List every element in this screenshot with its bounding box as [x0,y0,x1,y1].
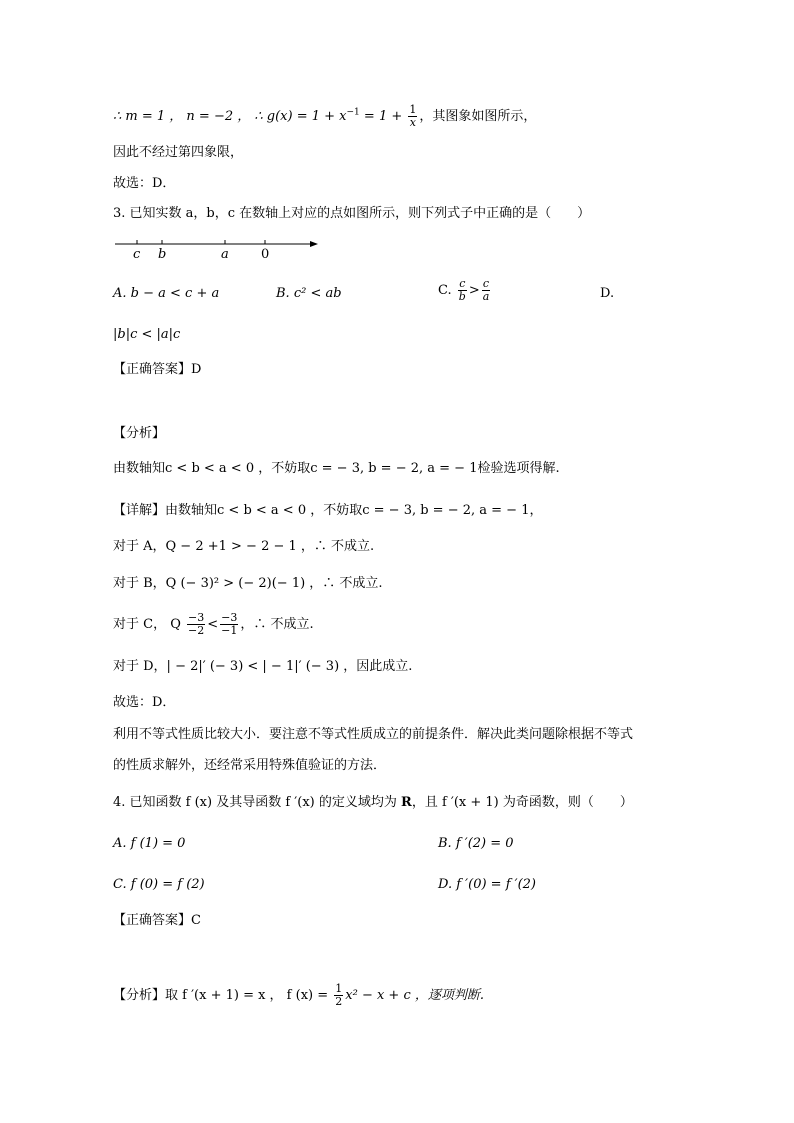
number-line [113,236,323,266]
detail-3-option-b: 对于 B，Q (− 3)² > (− 2)(− 1) ，∴ 不成立. [113,576,383,591]
equation-text-3: ，其图象如图所示， [419,109,537,124]
solution-line-3: 故选：D． [113,176,176,191]
question-4-text-b: ，且 f ′(x + 1) 为奇函数，则（ ） [411,795,633,810]
fraction-denominator: 2 [335,995,343,1008]
option-c-operator: > [468,283,480,298]
fraction-numerator: −3 [188,611,205,624]
fraction-denominator: a [482,290,490,303]
answer-3: 【正确答案】D [113,362,202,377]
detail-c-suffix: ，∴ 不成立. [240,617,314,632]
detail-c-operator: < [207,617,219,632]
analysis-4-text-b: x² − x + c ，逐项判断. [345,988,485,1003]
axis-arrow [310,241,318,247]
real-numbers-symbol: R [401,795,412,810]
fraction-numerator: −3 [221,611,238,624]
fraction-numerator: c [482,277,490,290]
detail-c-prefix: 对于 C， Q [113,617,181,632]
q3-option-d-text: |b|c < |a|c [113,327,181,342]
analysis-4-text-a: 【分析】取 f ′(x + 1) = x ， f (x) = [113,988,333,1003]
question-4 [113,795,633,811]
q4-option-d: D. f ′(0) = f ′(2) [438,877,537,892]
option-c-label: C. [438,283,452,298]
question-4-text-a: 4. 已知函数 f (x) 及其导函数 f ′(x) 的定义域均为 [113,795,401,810]
equation-text-2: = 1 + [359,109,407,124]
fraction-c-over-a [482,278,491,303]
fraction-denominator: −2 [188,624,205,637]
q4-option-a: A. f (1) = 0 [113,836,186,851]
detail-3-option-a: 对于 A，Q − 2 +1 > − 2 − 1 ，∴ 不成立. [113,539,375,554]
fraction-neg3-over-neg1 [220,612,238,637]
fraction-denominator: −1 [221,624,238,637]
equation-text: ∴ m = 1 ， n = −2 ， ∴ g(x) = 1 + x [113,109,347,124]
fraction-one-half [334,983,343,1008]
note-line-2: 的性质求解外，还经常采用特殊值验证的方法． [113,758,387,773]
detail-3-option-d: 对于 D，| − 2|′ (− 3) < | − 1|′ (− 3) ，因此成立. [113,659,413,674]
detail-3-option-c [113,612,314,637]
axis-label-c: c [133,247,141,262]
fraction-denominator: x [409,116,416,129]
analysis-3-text: 由数轴知c < b < a < 0 ，不妨取c = − 3, b = − 2, a = − 1检验选项得解. [113,461,560,476]
selection-3: 故选：D． [113,695,176,710]
analysis-4 [113,983,484,1008]
q3-option-b: B. c² < ab [276,286,342,301]
fraction-c-over-b [458,278,467,303]
q3-option-d-label: D. [600,286,615,301]
q3-option-c [438,278,492,303]
detail-3: 【详解】由数轴知c < b < a < 0 ，不妨取c = − 3, b = − 2, a = − 1， [113,503,543,518]
solution-line-2: 因此不经过第四象限， [113,145,244,160]
fraction-neg3-over-neg2 [187,612,205,637]
answer-4: 【正确答案】C [113,913,201,928]
fraction-numerator: 1 [335,982,343,995]
axis-label-a: a [221,247,229,262]
fraction-1-over-x [408,104,417,129]
fraction-numerator: c [459,277,466,290]
q4-option-b: B. f ′(2) = 0 [438,836,514,851]
question-3: 3. 已知实数 a，b，c 在数轴上对应的点如图所示，则下列式子中正确的是（ ） [113,206,591,221]
number-line-svg [113,236,323,266]
fraction-denominator: b [458,290,466,303]
note-line-1: 利用不等式性质比较大小．要注意不等式性质成立的前提条件．解决此类问题除根据不等式 [113,727,634,742]
axis-label-b: b [158,247,167,262]
analysis-3-title: 【分析】 [113,426,166,441]
q4-option-c: C. f (0) = f (2) [113,877,205,892]
axis-label-0: 0 [261,247,270,262]
solution-line-1 [113,104,536,129]
q3-option-a: A. b − a < c + a [113,286,220,301]
fraction-numerator: 1 [409,103,417,116]
exponent: −1 [346,107,360,118]
